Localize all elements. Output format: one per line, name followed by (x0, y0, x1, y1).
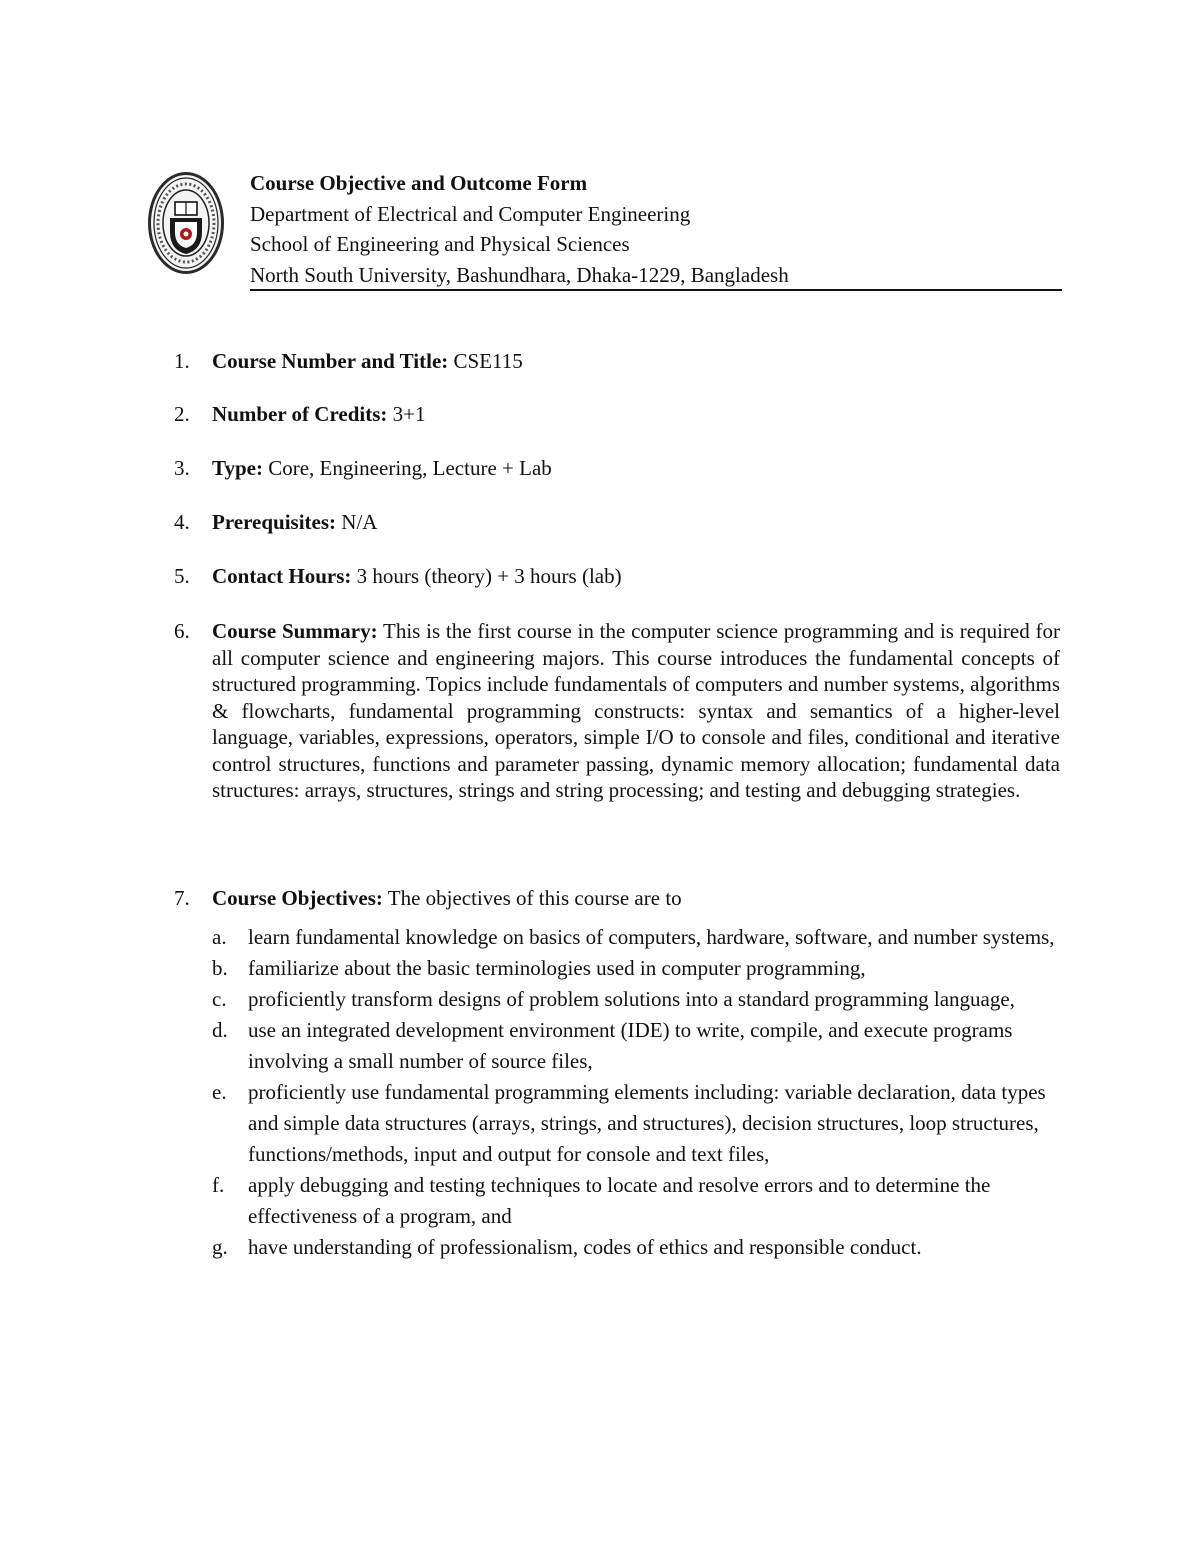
item-label: Type: (212, 456, 263, 480)
university-address-line: North South University, Bashundhara, Dhaka-1229, Bangladesh (250, 262, 789, 287)
form-header (250, 168, 1062, 290)
list-item (212, 1170, 1062, 1232)
contact-hours-value: 3 hours (theory) + 3 hours (lab) (356, 564, 622, 588)
form-title: Course Objective and Outcome Form (250, 171, 588, 195)
list-item (212, 984, 1062, 1015)
department-line: Department of Electrical and Computer Engineering (250, 201, 691, 226)
item-label: Course Number and Title: (212, 349, 449, 373)
list-item (212, 953, 1062, 984)
type-item (174, 455, 1060, 482)
objective-text: have understanding of professionalism, codes of ethics and responsible conduct. (248, 1235, 922, 1259)
objective-letter: c. (212, 987, 227, 1011)
course-objectives-item (174, 885, 1060, 912)
header-divider (250, 289, 1062, 291)
item-number: 3. (174, 456, 190, 480)
objective-text: proficiently transform designs of problem solutions into a standard programming language, (248, 987, 1015, 1011)
university-seal-icon (146, 170, 226, 276)
item-label: Number of Credits: (212, 402, 388, 426)
credits-item (174, 401, 1060, 428)
objective-letter: a. (212, 925, 227, 949)
prerequisites-item (174, 509, 1060, 536)
objective-letter: f. (212, 1173, 225, 1197)
item-label: Contact Hours: (212, 564, 352, 588)
item-number: 7. (174, 886, 190, 910)
item-label: Course Summary: (212, 619, 378, 643)
item-number: 1. (174, 349, 190, 373)
objectives-intro-text: The objectives of this course are to (387, 886, 682, 910)
prerequisites-value: N/A (341, 510, 378, 534)
item-number: 6. (174, 619, 190, 643)
objective-text: familiarize about the basic terminologies used in computer programming, (248, 956, 866, 980)
item-label: Course Objectives: (212, 886, 383, 910)
objectives-list (212, 922, 1062, 1263)
list-item (212, 1232, 1062, 1263)
school-line: School of Engineering and Physical Sciences (250, 232, 630, 256)
objective-letter: d. (212, 1018, 228, 1042)
course-number-item (174, 348, 1060, 375)
type-value: Core, Engineering, Lecture + Lab (268, 456, 552, 480)
item-number: 2. (174, 402, 190, 426)
objective-letter: e. (212, 1080, 227, 1104)
item-label: Prerequisites: (212, 510, 337, 534)
contact-hours-item (174, 563, 1060, 590)
objective-text: use an integrated development environment (IDE) to write, compile, and execute programs involving a small number of source files, (248, 1018, 1013, 1073)
course-number-value: CSE115 (448, 349, 523, 373)
objective-letter: g. (212, 1235, 228, 1259)
course-summary-text: This is the first course in the computer science programming and is required for all computer science and engineering majors. This course introduces the fundamental concepts of structured programming. Topics include fundamentals of computers and number systems, algorithms & flowcharts, fundamental programming constructs: syntax and semantics of a higher-level language, variables, expressions, operators, simple I/O to console and files, conditional and iterative control structures, functions and parameter passing, dynamic memory allocation; fundamental data structures: arrays, structures, strings and string processing; and testing and debugging strategies. (212, 619, 1060, 802)
objective-text: proficiently use fundamental programming elements including: variable declaration, data types and simple data structures (arrays, strings, and structures), decision structures, loop structures, functions/methods, input and output for console and text files, (248, 1080, 1046, 1166)
credits-value: 3+1 (392, 402, 426, 426)
list-item (212, 1015, 1062, 1077)
item-number: 4. (174, 510, 190, 534)
course-summary-item (174, 618, 1060, 804)
objective-text: learn fundamental knowledge on basics of computers, hardware, software, and number systems, (248, 925, 1055, 949)
list-item (212, 1077, 1062, 1170)
item-number: 5. (174, 564, 190, 588)
objective-text: apply debugging and testing techniques to locate and resolve errors and to determine the effectiveness of a program, and (248, 1173, 991, 1228)
list-item (212, 922, 1062, 953)
objective-letter: b. (212, 956, 228, 980)
